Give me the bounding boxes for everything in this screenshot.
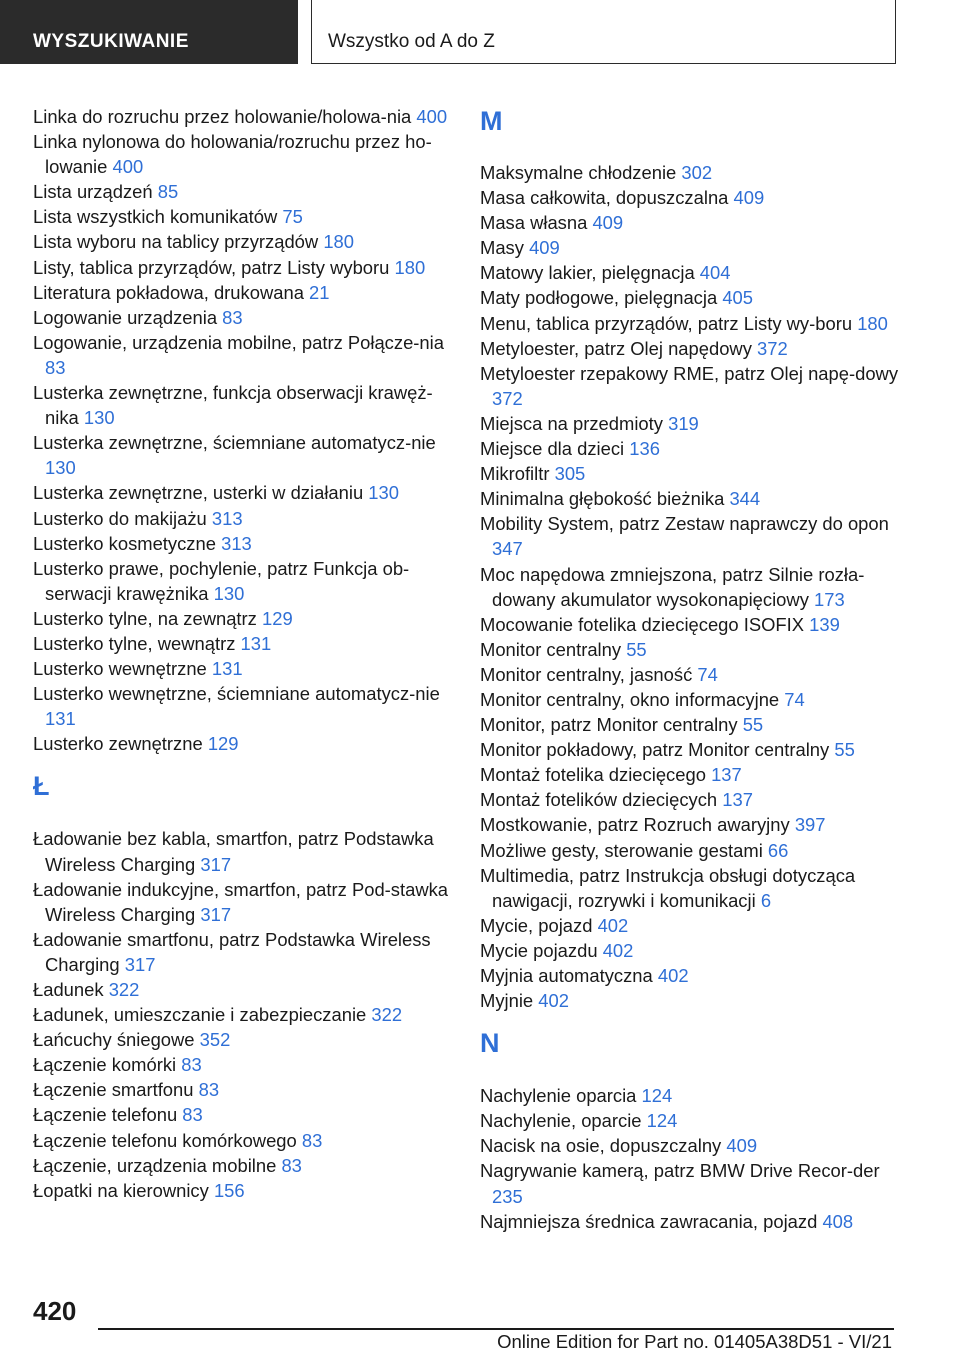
page-reference-link[interactable]: 83 bbox=[281, 1154, 302, 1176]
index-entry bbox=[33, 1052, 453, 1077]
page-reference-link[interactable]: 409 bbox=[529, 237, 560, 259]
index-entry-text: Najmniejsza średnica zawracania, pojazd bbox=[480, 1210, 818, 1232]
index-entry bbox=[33, 606, 453, 631]
page-reference-link[interactable]: 409 bbox=[726, 1135, 758, 1157]
index-entry bbox=[480, 411, 900, 436]
index-letter-heading: M bbox=[480, 106, 503, 136]
index-entry bbox=[33, 129, 453, 179]
index-entry-text: Ładowanie indukcyjne, smartfon, patrz Pod-stawka Wireless Charging bbox=[33, 878, 449, 925]
page-reference-link[interactable]: 55 bbox=[834, 739, 855, 761]
index-entry-text: Moc napędowa zmniejszona, patrz Silnie rozła-dowany akumulator wysokonapięciowy bbox=[480, 563, 865, 610]
index-entry bbox=[480, 311, 900, 336]
index-entry-text: Myjnie bbox=[480, 990, 534, 1012]
index-entry bbox=[33, 927, 453, 977]
index-entry bbox=[480, 863, 900, 913]
index-entry bbox=[480, 285, 900, 310]
page-reference-link[interactable]: 405 bbox=[722, 287, 754, 309]
index-entry-text: Literatura pokładowa, drukowana bbox=[33, 281, 304, 303]
page-reference-link[interactable]: 372 bbox=[757, 337, 788, 359]
page-reference-link[interactable]: 139 bbox=[809, 613, 840, 635]
index-entry bbox=[33, 977, 453, 1002]
index-entry-text: Ładunek bbox=[33, 979, 104, 1000]
index-entry-text: Lista wyboru na tablicy przyrządów bbox=[33, 231, 319, 253]
index-letter-heading: Ł bbox=[33, 771, 50, 802]
index-entry-text: Lusterka zewnętrzne, ściemniane automatycz-nie bbox=[33, 432, 436, 454]
index-entry bbox=[480, 1083, 900, 1108]
index-entry-text: Nagrywanie kamerą, patrz BMW Drive Recor-der bbox=[480, 1160, 880, 1182]
index-column-right bbox=[480, 104, 900, 1234]
page-reference-link[interactable]: 180 bbox=[323, 231, 354, 253]
index-column-left bbox=[33, 104, 453, 1203]
index-entry-text: Montaż fotelika dziecięcego bbox=[480, 764, 706, 786]
index-entry-text: Montaż fotelików dziecięcych bbox=[480, 789, 718, 811]
index-entry bbox=[33, 531, 453, 556]
page-reference-link[interactable]: 409 bbox=[733, 187, 765, 209]
index-entry bbox=[480, 486, 900, 511]
index-entry bbox=[480, 1133, 900, 1158]
page-reference-link[interactable]: 402 bbox=[597, 914, 629, 936]
index-entry-text: Łopatki na kierownicy bbox=[33, 1179, 209, 1201]
index-entry-text: Miejsca na przedmioty bbox=[480, 412, 663, 434]
page-reference-link[interactable]: 317 bbox=[200, 903, 232, 925]
page-title: Wszystko od A do Z bbox=[311, 0, 896, 64]
index-entry-text: Myjnia automatyczna bbox=[480, 965, 653, 986]
page-reference-link[interactable]: 235 bbox=[492, 1185, 523, 1207]
index-entry-text: Mocowanie fotelika dziecięcego ISOFIX bbox=[480, 613, 805, 635]
index-entry-text: Łączenie komórki bbox=[33, 1054, 177, 1076]
page-reference-link[interactable]: 173 bbox=[814, 588, 845, 610]
index-entry-text: Linka nylonowa do holowania/rozruchu przez ho-lowanie bbox=[33, 131, 432, 178]
page-reference-link[interactable]: 55 bbox=[626, 638, 647, 660]
page-reference-link[interactable]: 136 bbox=[629, 438, 660, 460]
index-entry-text: Monitor centralny bbox=[480, 638, 622, 660]
page-reference-link[interactable]: 400 bbox=[416, 106, 448, 127]
index-entry bbox=[480, 612, 900, 637]
index-entry-text: Masy bbox=[480, 237, 524, 259]
index-entry-text: Masa całkowita, dopuszczalna bbox=[480, 187, 729, 209]
page-reference-link[interactable]: 344 bbox=[729, 488, 761, 510]
index-entry bbox=[480, 461, 900, 486]
page-reference-link[interactable]: 129 bbox=[262, 607, 293, 629]
index-entry bbox=[480, 260, 900, 285]
index-entry bbox=[480, 210, 900, 235]
index-entry-text: Łańcuchy śniegowe bbox=[33, 1029, 195, 1051]
index-entry-text: Ładowanie smartfonu, patrz Podstawka Wireless Charging bbox=[33, 928, 431, 975]
page-reference-link[interactable]: 322 bbox=[371, 1004, 403, 1026]
page-reference-link[interactable]: 347 bbox=[492, 538, 523, 560]
index-entry-text: Nachylenie, oparcie bbox=[480, 1110, 642, 1132]
index-entry-text: Metyloester, patrz Olej napędowy bbox=[480, 337, 752, 359]
page-reference-link[interactable]: 74 bbox=[697, 663, 718, 685]
index-entry bbox=[33, 430, 453, 480]
page-reference-link[interactable]: 74 bbox=[784, 688, 805, 710]
index-entry bbox=[33, 1153, 453, 1178]
index-entry-text: Lusterko prawe, pochylenie, patrz Funkcja ob-serwacji krawężnika bbox=[33, 557, 410, 604]
index-entry bbox=[33, 826, 453, 876]
index-entry bbox=[33, 656, 453, 681]
index-entry bbox=[480, 938, 900, 963]
page-reference-link[interactable]: 83 bbox=[222, 306, 243, 328]
index-entry bbox=[480, 436, 900, 461]
index-entry-text: Lusterko do makijażu bbox=[33, 507, 207, 529]
index-entry bbox=[33, 330, 453, 380]
page-reference-link[interactable]: 6 bbox=[760, 889, 772, 911]
index-entry bbox=[480, 1108, 900, 1133]
index-entry bbox=[33, 877, 453, 927]
page-reference-link[interactable]: 85 bbox=[157, 181, 179, 203]
index-entry-text: Maty podłogowe, pielęgnacja bbox=[480, 287, 718, 309]
index-entry-text: Menu, tablica przyrządów, patrz Listy wy-boru bbox=[480, 312, 853, 334]
index-entry bbox=[480, 637, 900, 662]
page-reference-link[interactable]: 402 bbox=[538, 990, 569, 1012]
index-entry bbox=[480, 712, 900, 737]
index-entry bbox=[480, 737, 900, 762]
index-entry bbox=[33, 1002, 453, 1027]
page-reference-link[interactable]: 404 bbox=[699, 262, 731, 284]
page-reference-link[interactable]: 131 bbox=[45, 708, 76, 730]
index-entry-text: Masa własna bbox=[480, 212, 588, 234]
index-entry bbox=[480, 963, 900, 988]
index-entry-text: Łączenie telefonu bbox=[33, 1104, 178, 1126]
index-entry-text: Nachylenie oparcia bbox=[480, 1085, 637, 1107]
index-entry-text: Łączenie smartfonu bbox=[33, 1079, 194, 1101]
index-entry bbox=[33, 631, 453, 656]
page-reference-link[interactable]: 180 bbox=[857, 312, 888, 334]
index-entry-text: Lusterka zewnętrzne, usterki w działaniu bbox=[33, 482, 364, 504]
index-entry-text: Linka do rozruchu przez holowanie/holowa-nia bbox=[33, 106, 412, 127]
index-entry-text: Monitor centralny, jasność bbox=[480, 663, 693, 685]
index-entry-text: Matowy lakier, pielęgnacja bbox=[480, 262, 695, 284]
index-entry-text: Monitor centralny, okno informacyjne bbox=[480, 688, 780, 710]
page-reference-link[interactable]: 124 bbox=[646, 1110, 678, 1132]
index-entry bbox=[480, 235, 900, 260]
index-entry bbox=[33, 179, 453, 204]
index-entry-text: Lusterko kosmetyczne bbox=[33, 532, 216, 554]
page-reference-link[interactable]: 129 bbox=[207, 733, 239, 755]
index-entry bbox=[480, 787, 900, 812]
page-reference-link[interactable]: 130 bbox=[213, 582, 245, 604]
index-entry bbox=[480, 1158, 900, 1208]
index-entry bbox=[33, 380, 453, 430]
page-reference-link[interactable]: 409 bbox=[592, 212, 624, 234]
page-reference-link[interactable]: 83 bbox=[198, 1079, 220, 1101]
index-entry bbox=[33, 280, 453, 305]
index-entry-text: Metyloester rzepakowy RME, patrz Olej napę-dowy bbox=[480, 362, 899, 384]
index-entry bbox=[480, 511, 900, 561]
page-number: 420 bbox=[33, 1296, 77, 1326]
page-reference-link[interactable]: 302 bbox=[681, 162, 713, 183]
index-entry bbox=[480, 185, 900, 210]
page-reference-link[interactable]: 55 bbox=[742, 714, 764, 736]
index-entry-text: Maksymalne chłodzenie bbox=[480, 162, 677, 183]
page-reference-link[interactable]: 319 bbox=[668, 412, 699, 434]
page-reference-link[interactable]: 137 bbox=[711, 764, 742, 786]
index-entry-text: Ładunek, umieszczanie i zabezpieczanie bbox=[33, 1004, 367, 1026]
index-entry-text: Lusterko wewnętrzne, ściemniane automatycz-nie bbox=[33, 683, 440, 705]
index-entry-text: Lista urządzeń bbox=[33, 181, 153, 203]
page-reference-link[interactable]: 402 bbox=[602, 939, 634, 961]
page-reference-link[interactable]: 400 bbox=[112, 156, 144, 178]
index-entry bbox=[33, 1077, 453, 1102]
index-entry-text: Mikrofiltr bbox=[480, 463, 550, 485]
index-entry bbox=[33, 1128, 453, 1153]
page-reference-link[interactable]: 317 bbox=[200, 853, 232, 875]
index-entry-text: Monitor, patrz Monitor centralny bbox=[480, 714, 738, 736]
page-reference-link[interactable]: 322 bbox=[108, 979, 140, 1000]
index-entry bbox=[33, 1178, 453, 1203]
index-entry bbox=[480, 913, 900, 938]
index-entry-text: Logowanie, urządzenia mobilne, patrz Połącze-nia bbox=[33, 331, 444, 353]
index-entry-text: Lusterko zewnętrzne bbox=[33, 733, 203, 755]
page-reference-link[interactable]: 313 bbox=[221, 532, 252, 554]
index-entry bbox=[480, 812, 900, 837]
index-letter-heading: N bbox=[480, 1028, 500, 1059]
index-entry-text: Miejsce dla dzieci bbox=[480, 438, 625, 460]
index-entry bbox=[33, 1027, 453, 1052]
page-reference-link[interactable]: 83 bbox=[181, 1054, 202, 1076]
index-entry-text: Nacisk na osie, dopuszczalny bbox=[480, 1135, 722, 1157]
page-reference-link[interactable]: 402 bbox=[657, 965, 689, 986]
page-reference-link[interactable]: 397 bbox=[794, 814, 826, 836]
index-entry bbox=[33, 506, 453, 531]
index-entry bbox=[480, 687, 900, 712]
index-entry bbox=[33, 556, 453, 606]
index-entry-text: Lusterko wewnętrzne bbox=[33, 658, 207, 680]
index-entry-text: Łączenie, urządzenia mobilne bbox=[33, 1154, 277, 1176]
index-entry bbox=[480, 1209, 900, 1234]
index-entry bbox=[480, 838, 900, 863]
page-reference-link[interactable]: 83 bbox=[182, 1104, 203, 1126]
page-reference-link[interactable]: 83 bbox=[45, 356, 66, 378]
index-entry-text: Mobility System, patrz Zestaw naprawczy do opon bbox=[480, 513, 889, 535]
index-entry bbox=[33, 305, 453, 330]
index-entry-text: Mycie, pojazd bbox=[480, 914, 593, 936]
index-entry bbox=[480, 662, 900, 687]
index-entry-text: Łączenie telefonu komórkowego bbox=[33, 1129, 297, 1151]
page-reference-link[interactable]: 352 bbox=[199, 1029, 231, 1051]
index-entry-text: Logowanie urządzenia bbox=[33, 306, 218, 328]
index-entry bbox=[480, 160, 900, 185]
page-reference-link[interactable]: 130 bbox=[45, 457, 76, 479]
index-entry bbox=[480, 361, 900, 411]
page-reference-link[interactable]: 313 bbox=[211, 507, 243, 529]
page-reference-link[interactable]: 372 bbox=[492, 387, 523, 409]
page-reference-link[interactable]: 137 bbox=[722, 789, 753, 811]
page-reference-link[interactable]: 124 bbox=[641, 1085, 673, 1107]
index-entry bbox=[480, 988, 900, 1013]
page-reference-link[interactable]: 66 bbox=[767, 839, 789, 861]
index-entry-text: Ładowanie bez kabla, smartfon, patrz Podstawka Wireless Charging bbox=[33, 828, 434, 875]
index-entry bbox=[33, 104, 453, 129]
index-entry-text: Lusterko tylne, na zewnątrz bbox=[33, 607, 257, 629]
page-reference-link[interactable]: 180 bbox=[394, 256, 426, 278]
section-tab: WYSZUKIWANIE bbox=[0, 0, 298, 64]
page-reference-link[interactable]: 131 bbox=[211, 658, 243, 680]
index-entry bbox=[33, 731, 453, 756]
page-reference-link[interactable]: 305 bbox=[554, 463, 586, 485]
page-reference-link[interactable]: 21 bbox=[309, 281, 330, 303]
index-entry bbox=[480, 762, 900, 787]
index-entry bbox=[33, 229, 453, 254]
page-reference-link[interactable]: 131 bbox=[240, 632, 272, 654]
index-entry bbox=[33, 681, 453, 731]
index-entry-text: Mycie pojazdu bbox=[480, 939, 598, 961]
index-entry-text: Multimedia, patrz Instrukcja obsługi dotycząca nawigacji, rozrywki i komunikacji bbox=[480, 864, 856, 911]
edition-footer: Online Edition for Part no. 01405A38D51 - VI/21 bbox=[497, 1331, 892, 1352]
index-entry bbox=[33, 255, 453, 280]
index-entry-text: Monitor pokładowy, patrz Monitor centralny bbox=[480, 739, 830, 761]
index-entry bbox=[33, 480, 453, 505]
index-entry-text: Listy, tablica przyrządów, patrz Listy wyboru bbox=[33, 256, 390, 278]
index-entry bbox=[33, 204, 453, 229]
index-entry bbox=[480, 562, 900, 612]
index-entry-text: Minimalna głębokość bieżnika bbox=[480, 488, 725, 510]
index-entry-text: Lusterka zewnętrzne, funkcja obserwacji krawęż-nika bbox=[33, 382, 433, 429]
page-reference-link[interactable]: 75 bbox=[282, 206, 303, 228]
footer-divider bbox=[98, 1328, 894, 1330]
page-reference-link[interactable]: 156 bbox=[213, 1179, 245, 1201]
index-entry-text: Lusterko tylne, wewnątrz bbox=[33, 632, 236, 654]
index-entry-text: Mostkowanie, patrz Rozruch awaryjny bbox=[480, 814, 790, 836]
page-reference-link[interactable]: 317 bbox=[124, 953, 156, 975]
index-entry-text: Lista wszystkich komunikatów bbox=[33, 206, 278, 228]
index-entry bbox=[33, 1102, 453, 1127]
page-reference-link[interactable]: 130 bbox=[83, 407, 115, 429]
index-entry-text: Możliwe gesty, sterowanie gestami bbox=[480, 839, 763, 861]
page-reference-link[interactable]: 83 bbox=[301, 1129, 323, 1151]
page-reference-link[interactable]: 408 bbox=[822, 1210, 854, 1232]
index-entry bbox=[480, 336, 900, 361]
page-reference-link[interactable]: 130 bbox=[368, 482, 399, 504]
